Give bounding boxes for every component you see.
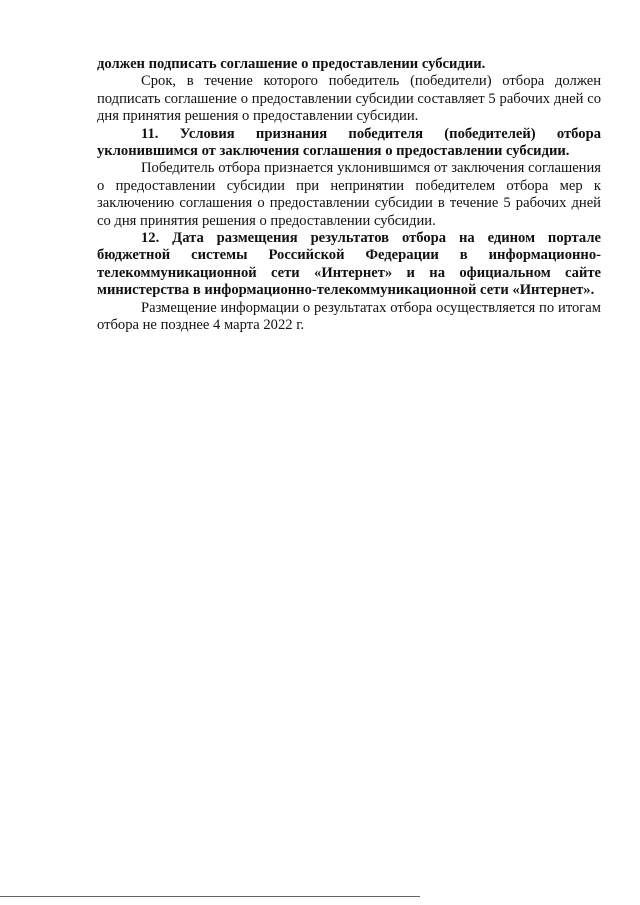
paragraph-evasion-conditions: Победитель отбора признается уклонившимся от заключения соглашения о предоставлении субсидии при непринятии победителем отбора мер к заключению соглашения о предоставлении субсидии в течение 5 рабочих дней со дня принятия решения о предоставлении субсидии. (97, 160, 601, 229)
section-11-heading: 11. Условия признания победителя (победителей) отбора уклонившимся от заключения соглашения о предоставлении субсидии. (97, 125, 601, 160)
bottom-divider (0, 896, 420, 897)
section-12-heading: 12. Дата размещения результатов отбора на едином портале бюджетной системы Российской Федерации в информационно-телекоммуникационной сети «Интернет» и на официальном сайте министерства в информационно-телекоммуникационной сети «Интернет». (97, 230, 601, 299)
paragraph-signing-term: Срок, в течение которого победитель (победители) отбора должен подписать соглашение о предоставлении субсидии составляет 5 рабочих дней со дня принятия решения о предоставлении субсидии. (97, 73, 601, 125)
document-page (97, 56, 601, 335)
paragraph-continuation-heading: должен подписать соглашение о предоставлении субсидии. (97, 56, 486, 72)
paragraph-results-publication: Размещение информации о результатах отбора осуществляется по итогам отбора не позднее 4 марта 2022 г. (97, 299, 601, 334)
